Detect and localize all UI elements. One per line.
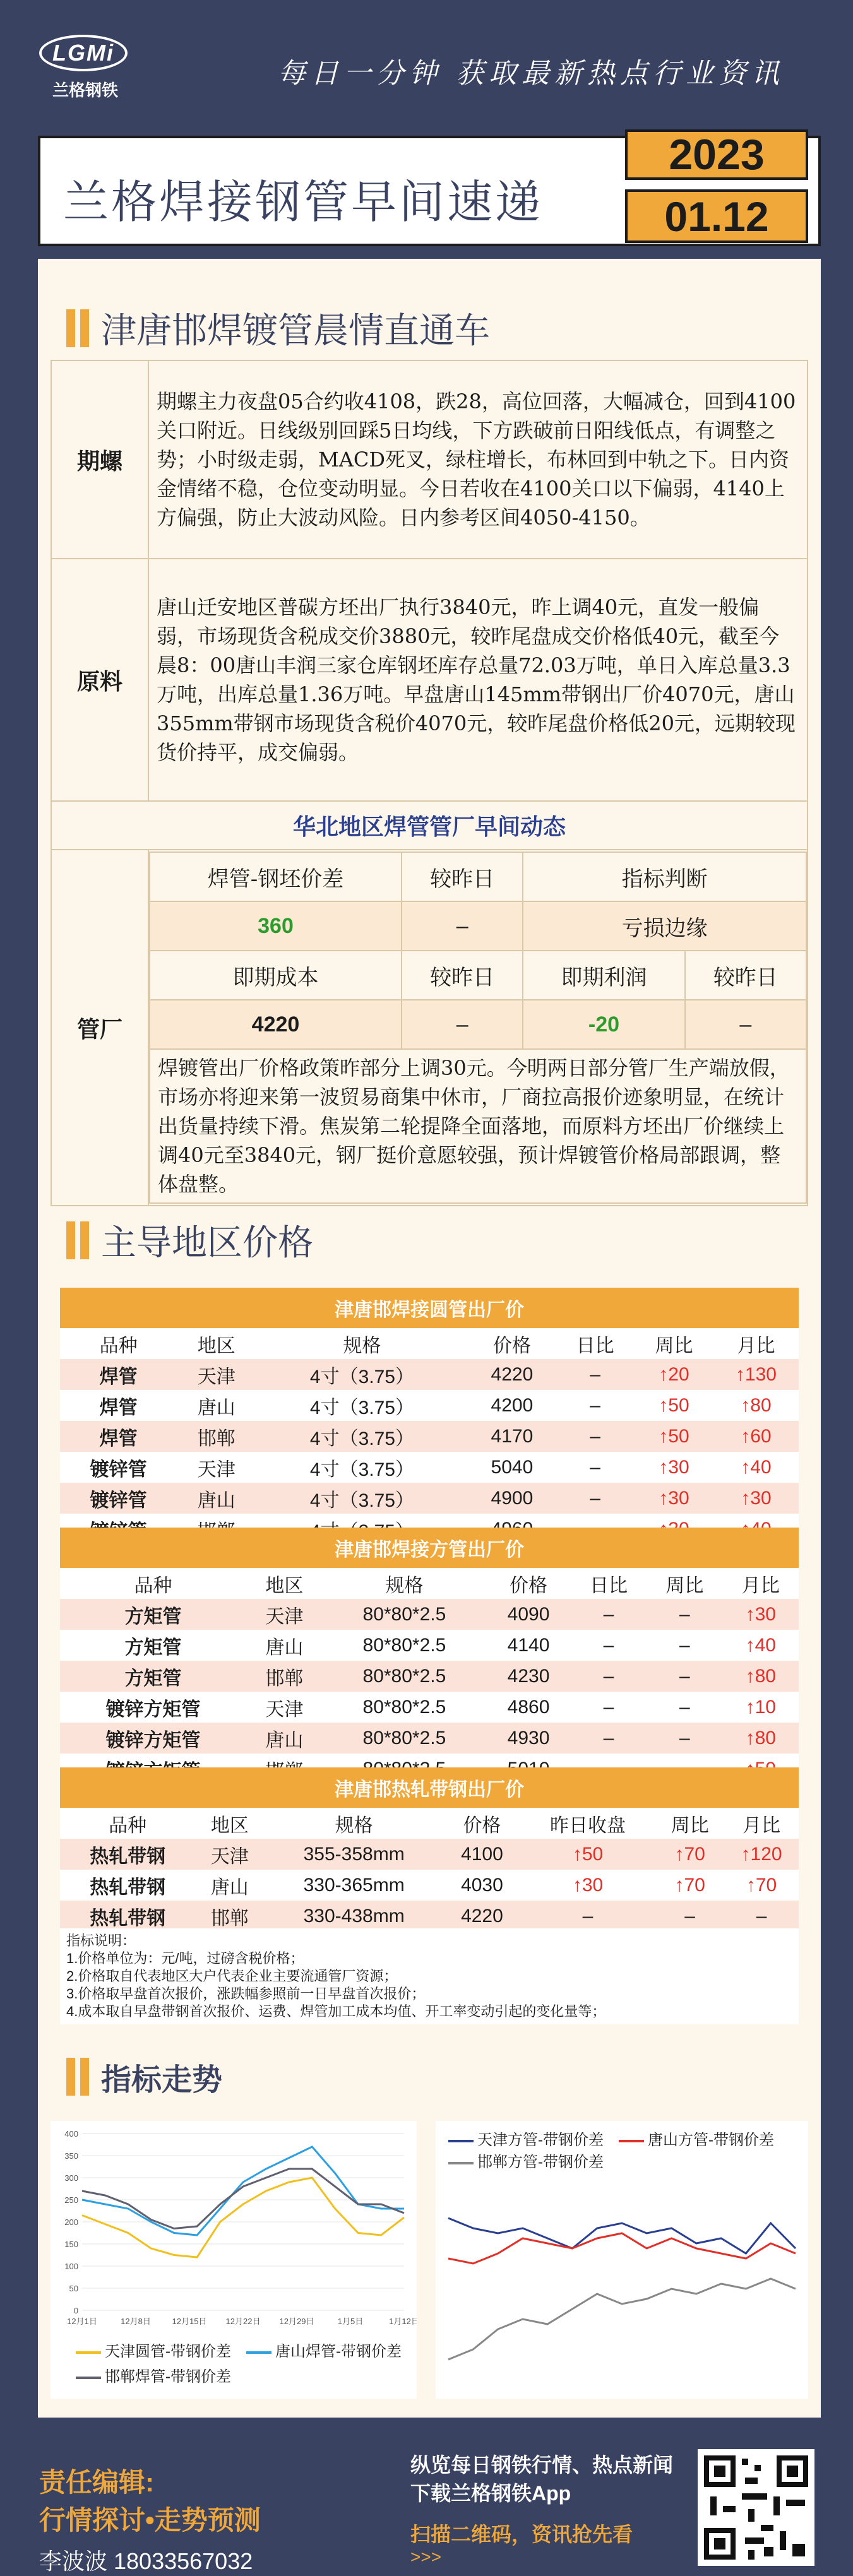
table-cell: 5040 bbox=[468, 1452, 556, 1483]
raw-text: 唐山迁安地区普碳方坯出厂执行3840元，昨上调40元，直发一般偏弱，市场现货含税成交价3880元，较昨尾盘成交价格低40元，截至今晨8：00唐山丰润三家仓库钢坯库存总量72.03万吨，单日入库总量3.3万吨，出库总量1.36万吨。早盘唐山145mm带钢出厂价4070元，唐山355mm带钢市场现货含税价4070元，较昨尾盘价格低20元，远期较现货价持平，成交偏弱。 bbox=[148, 559, 808, 801]
table-row bbox=[60, 1723, 799, 1754]
table-row bbox=[60, 1390, 799, 1421]
chart-left bbox=[51, 2121, 417, 2399]
header-slogan: 每日一分钟 获取最新热点行业资讯 bbox=[278, 57, 784, 90]
legend-swatch bbox=[246, 2351, 271, 2354]
legend-swatch bbox=[76, 2351, 101, 2354]
y-tick-label: 200 bbox=[64, 2217, 78, 2227]
table-cell: – bbox=[724, 1901, 799, 1932]
legend-label: 邯郸焊管-带钢价差 bbox=[105, 2368, 231, 2385]
mill-indicator-grid bbox=[149, 852, 807, 1204]
table-cell: 热轧带钢 bbox=[60, 1901, 195, 1932]
column-header: 月比 bbox=[723, 1568, 799, 1599]
table-cell: 唐山 bbox=[177, 1390, 256, 1421]
table-cell: 4220 bbox=[444, 1901, 520, 1932]
footer-promo-1: 纵览每日钢铁行情、热点新闻 bbox=[410, 2454, 674, 2476]
mill-text: 焊镀管出厂价格政策昨部分上调30元。今明两日部分管厂生产端放假，市场亦将迎来第一波贸易商集中休市，厂商拉高报价迹象明显，在统计出货量持续下滑。焦炭第二轮提降全面落地，而原料方坯出厂价继续上调40元至3840元，钢厂挺价意愿较强，预计焊镀管价格局部跟调，整体盘整。 bbox=[150, 1049, 806, 1203]
table-cell: 4寸（3.75） bbox=[256, 1421, 468, 1452]
legend-swatch bbox=[448, 2140, 474, 2142]
legend-label: 唐山焊管-带钢价差 bbox=[275, 2343, 402, 2360]
legend-label: 邯郸方管-带钢价差 bbox=[477, 2154, 604, 2171]
qr-code-icon[interactable] bbox=[698, 2449, 814, 2566]
table-cell: 330-438mm bbox=[264, 1901, 444, 1932]
column-header: 地区 bbox=[177, 1328, 256, 1359]
table-cell: 天津 bbox=[246, 1692, 322, 1723]
table-cell: – bbox=[556, 1452, 635, 1483]
table-cell: 唐山 bbox=[177, 1483, 256, 1514]
mill-label: 管厂 bbox=[51, 850, 148, 1206]
column-header: 地区 bbox=[246, 1568, 322, 1599]
chart-right bbox=[436, 2121, 808, 2399]
grid-h3: 指标判断 bbox=[523, 852, 806, 901]
table-cell: – bbox=[571, 1599, 647, 1630]
chart-right-legend-1 bbox=[448, 2127, 604, 2149]
grid-v2: – bbox=[402, 901, 523, 951]
grid-h6: 即期利润 bbox=[523, 951, 684, 1000]
grid-v3: 亏损边缘 bbox=[523, 901, 806, 951]
heading-bar-icon bbox=[66, 309, 75, 347]
chart-left-legend-3 bbox=[76, 2364, 231, 2386]
table-cell: ↑70 bbox=[724, 1870, 799, 1901]
mill-subtitle-row bbox=[51, 801, 808, 850]
column-header: 地区 bbox=[195, 1808, 264, 1839]
price-table-caption: 津唐邯焊接方管出厂价 bbox=[60, 1528, 799, 1568]
y-tick-label: 0 bbox=[73, 2306, 78, 2315]
table-cell: – bbox=[655, 1901, 724, 1932]
heading-bar-icon bbox=[66, 2058, 75, 2096]
table-cell: 唐山 bbox=[195, 1870, 264, 1901]
x-tick-label: 12月1日 bbox=[67, 2317, 97, 2326]
grid-h5: 较昨日 bbox=[402, 951, 523, 1000]
table-cell: 焊管 bbox=[60, 1359, 177, 1390]
table-cell: 天津 bbox=[195, 1839, 264, 1870]
x-tick-label: 12月29日 bbox=[279, 2317, 314, 2326]
table-cell: 4100 bbox=[444, 1839, 520, 1870]
table-cell: 热轧带钢 bbox=[60, 1870, 195, 1901]
editor-title: 责任编辑: bbox=[39, 2467, 154, 2497]
table-row bbox=[60, 1630, 799, 1661]
section1-table bbox=[51, 360, 808, 1206]
section2-title: 主导地区价格 bbox=[101, 1223, 313, 1262]
table-cell: – bbox=[556, 1359, 635, 1390]
y-tick-label: 350 bbox=[64, 2151, 78, 2161]
table-cell: 镀锌管 bbox=[60, 1452, 177, 1483]
table-cell: 80*80*2.5 bbox=[323, 1630, 487, 1661]
grid-v7: – bbox=[685, 1000, 806, 1049]
table-row bbox=[60, 1692, 799, 1723]
column-header: 规格 bbox=[323, 1568, 487, 1599]
x-tick-label: 12月15日 bbox=[172, 2317, 207, 2326]
table-cell: 330-365mm bbox=[264, 1870, 444, 1901]
column-header: 品种 bbox=[60, 1328, 177, 1359]
x-tick-label: 12月22日 bbox=[225, 2317, 261, 2326]
note-line: 指标说明： bbox=[66, 1933, 136, 1949]
price-table-caption: 津唐邯热轧带钢出厂价 bbox=[60, 1767, 799, 1808]
table-row bbox=[60, 1359, 799, 1390]
y-tick-label: 300 bbox=[64, 2173, 78, 2183]
futures-text: 期螺主力夜盘05合约收4108，跌28，高位回落，大幅减仓，回到4100关口附近。日线级别回踩5日均线，下方跌破前日阳线低点，有调整之势；小时级走弱，MACD死叉，绿柱增长，布林回到中轨之下。日内资金情绪不稳，仓位变动明显。今日若收在4100关口以下偏弱，4140上方偏强，防止大波动风险。日内参考区间4050-4150。 bbox=[148, 360, 808, 559]
table-cell: ↑30 bbox=[635, 1452, 713, 1483]
table-cell: 80*80*2.5 bbox=[323, 1661, 487, 1692]
table-cell: ↑120 bbox=[724, 1839, 799, 1870]
table-cell: ↑50 bbox=[520, 1839, 655, 1870]
grid-v4: 4220 bbox=[150, 1000, 402, 1049]
grid-h1: 焊管-钢坯价差 bbox=[150, 852, 402, 901]
note-line: 2.价格取自代表地区大户代表企业主要流通管厂资源； bbox=[66, 1968, 398, 1984]
notes-box bbox=[60, 1928, 799, 2024]
legend-swatch bbox=[448, 2162, 474, 2164]
table-cell: 4200 bbox=[468, 1390, 556, 1421]
table-cell: ↑50 bbox=[635, 1390, 713, 1421]
column-header: 价格 bbox=[486, 1568, 570, 1599]
x-tick-label: 1月12日 bbox=[389, 2317, 417, 2326]
column-header: 昨日收盘 bbox=[520, 1808, 655, 1839]
logo-text: LGMi bbox=[52, 40, 114, 66]
table-cell: 邯郸 bbox=[195, 1901, 264, 1932]
column-header: 周比 bbox=[635, 1328, 713, 1359]
table-cell: – bbox=[556, 1483, 635, 1514]
price-table-hot-strip bbox=[60, 1767, 799, 1932]
table-cell: – bbox=[647, 1723, 722, 1754]
column-header: 日比 bbox=[556, 1328, 635, 1359]
table-cell: ↑10 bbox=[723, 1692, 799, 1723]
chart-right-legend-2 bbox=[619, 2127, 774, 2149]
table-cell: 唐山 bbox=[246, 1630, 322, 1661]
table-row bbox=[60, 1421, 799, 1452]
table-cell: ↑80 bbox=[713, 1390, 799, 1421]
table-cell: 焊管 bbox=[60, 1421, 177, 1452]
series-line bbox=[448, 2218, 796, 2253]
grid-h7: 较昨日 bbox=[685, 951, 806, 1000]
futures-row bbox=[51, 360, 808, 559]
logo bbox=[33, 35, 128, 98]
table-cell: 80*80*2.5 bbox=[323, 1723, 487, 1754]
heading-bar-icon bbox=[80, 309, 89, 347]
table-cell: 4寸（3.75） bbox=[256, 1390, 468, 1421]
table-cell: ↑60 bbox=[713, 1421, 799, 1452]
y-tick-label: 50 bbox=[69, 2284, 78, 2293]
note-line: 3.价格取早盘首次报价，涨跌幅参照前一日早盘首次报价； bbox=[66, 1986, 426, 2002]
y-tick-label: 400 bbox=[64, 2129, 78, 2139]
table-row bbox=[60, 1483, 799, 1514]
table-cell: 镀锌方矩管 bbox=[60, 1723, 246, 1754]
table-row bbox=[60, 1599, 799, 1630]
table-cell: ↑80 bbox=[723, 1661, 799, 1692]
table-cell: ↑50 bbox=[635, 1421, 713, 1452]
footer-promo-2: 下载兰格钢铁App bbox=[410, 2482, 571, 2505]
table-cell: – bbox=[571, 1661, 647, 1692]
table-cell: ↑30 bbox=[520, 1870, 655, 1901]
table-cell: 4230 bbox=[486, 1661, 570, 1692]
table-row bbox=[60, 1839, 799, 1870]
table-cell: ↑130 bbox=[713, 1359, 799, 1390]
mill-subtitle: 华北地区焊管管厂早间动态 bbox=[51, 801, 808, 850]
table-cell: 4寸（3.75） bbox=[256, 1452, 468, 1483]
price-table-square-pipe bbox=[60, 1528, 799, 1784]
series-line bbox=[82, 2178, 404, 2257]
editor-slogan: 行情探讨•走势预测 bbox=[39, 2505, 261, 2535]
note-line: 4.成本取自早盘带钢首次报价、运费、焊管加工成本均值、开工率变动引起的变化量等； bbox=[66, 2003, 606, 2019]
table-cell: 邯郸 bbox=[177, 1421, 256, 1452]
table-cell: – bbox=[571, 1723, 647, 1754]
column-header: 品种 bbox=[60, 1808, 195, 1839]
chart-right-svg bbox=[436, 2171, 808, 2399]
table-cell: – bbox=[571, 1630, 647, 1661]
table-cell: – bbox=[647, 1630, 722, 1661]
legend-label: 天津圆管-带钢价差 bbox=[105, 2343, 231, 2360]
futures-label: 期螺 bbox=[51, 360, 148, 559]
chart-left-legend-2 bbox=[246, 2339, 402, 2361]
table-cell: – bbox=[520, 1901, 655, 1932]
logo-name: 兰格钢铁 bbox=[52, 81, 118, 100]
table-cell: 4030 bbox=[444, 1870, 520, 1901]
table-cell: 邯郸 bbox=[246, 1661, 322, 1692]
table-cell: 天津 bbox=[177, 1452, 256, 1483]
column-header: 周比 bbox=[655, 1808, 724, 1839]
table-cell: 热轧带钢 bbox=[60, 1839, 195, 1870]
column-header: 品种 bbox=[60, 1568, 246, 1599]
main-panel bbox=[38, 259, 821, 2418]
table-cell: 方矩管 bbox=[60, 1630, 246, 1661]
raw-row bbox=[51, 559, 808, 801]
mill-content bbox=[148, 850, 808, 1206]
table-cell: ↑70 bbox=[655, 1870, 724, 1901]
table-cell: 80*80*2.5 bbox=[323, 1692, 487, 1723]
table-row bbox=[60, 1901, 799, 1932]
table-cell: 镀锌管 bbox=[60, 1483, 177, 1514]
table-cell: 天津 bbox=[246, 1599, 322, 1630]
series-line bbox=[448, 2233, 796, 2264]
heading-bar-icon bbox=[80, 1221, 89, 1259]
table-cell: 4170 bbox=[468, 1421, 556, 1452]
table-cell: ↑40 bbox=[723, 1630, 799, 1661]
column-header: 月比 bbox=[724, 1808, 799, 1839]
chart-right-legend-3 bbox=[448, 2149, 604, 2171]
editor-contact: 李波波 18033567032 bbox=[39, 2548, 253, 2574]
chart-left-svg bbox=[51, 2121, 417, 2336]
column-header: 日比 bbox=[571, 1568, 647, 1599]
date-month-day: 01.12 bbox=[625, 189, 808, 243]
footer-promo-3: 扫描二维码，资讯抢先看 bbox=[410, 2523, 633, 2546]
heading-bar-icon bbox=[80, 2058, 89, 2096]
table-cell: 4寸（3.75） bbox=[256, 1359, 468, 1390]
grid-v1: 360 bbox=[150, 901, 402, 951]
table-cell: ↑40 bbox=[713, 1452, 799, 1483]
table-cell: 4090 bbox=[486, 1599, 570, 1630]
qr-code-graphic bbox=[698, 2449, 814, 2566]
table-row bbox=[60, 1452, 799, 1483]
table-cell: – bbox=[647, 1661, 722, 1692]
price-table-caption: 津唐邯焊接圆管出厂价 bbox=[60, 1288, 799, 1328]
table-cell: – bbox=[647, 1692, 722, 1723]
table-cell: 4900 bbox=[468, 1483, 556, 1514]
grid-h2: 较昨日 bbox=[402, 852, 523, 901]
column-header: 规格 bbox=[264, 1808, 444, 1839]
chart-left-legend-1 bbox=[76, 2339, 231, 2361]
table-cell: ↑30 bbox=[713, 1483, 799, 1514]
price-table-round-pipe bbox=[60, 1288, 799, 1545]
column-header: 周比 bbox=[647, 1568, 722, 1599]
table-cell: 4140 bbox=[486, 1630, 570, 1661]
column-header: 规格 bbox=[256, 1328, 468, 1359]
section1-title: 津唐邯焊镀管晨情直通车 bbox=[101, 311, 490, 350]
table-cell: ↑80 bbox=[723, 1723, 799, 1754]
column-header: 价格 bbox=[468, 1328, 556, 1359]
table-cell: – bbox=[571, 1692, 647, 1723]
table-cell: ↑20 bbox=[635, 1359, 713, 1390]
raw-label: 原料 bbox=[51, 559, 148, 801]
table-cell: – bbox=[647, 1599, 722, 1630]
y-tick-label: 150 bbox=[64, 2240, 78, 2249]
page-title: 兰格焊接钢管早间速递 bbox=[63, 177, 544, 228]
y-tick-label: 100 bbox=[64, 2262, 78, 2271]
column-header: 价格 bbox=[444, 1808, 520, 1839]
table-cell: 80*80*2.5 bbox=[323, 1599, 487, 1630]
grid-v6: -20 bbox=[523, 1000, 684, 1049]
footer-arrows: >>> bbox=[410, 2547, 442, 2567]
table-cell: ↑30 bbox=[723, 1599, 799, 1630]
heading-bar-icon bbox=[66, 1221, 75, 1259]
table-cell: 唐山 bbox=[246, 1723, 322, 1754]
x-tick-label: 12月8日 bbox=[121, 2317, 151, 2326]
note-line: 1.价格单位为：元/吨，过磅含税价格； bbox=[66, 1950, 304, 1966]
column-header: 月比 bbox=[713, 1328, 799, 1359]
table-cell: 355-358mm bbox=[264, 1839, 444, 1870]
legend-label: 唐山方管-带钢价差 bbox=[648, 2132, 774, 2149]
mill-row bbox=[51, 850, 808, 1206]
section3-title: 指标走势 bbox=[101, 2063, 223, 2097]
table-cell: 4寸（3.75） bbox=[256, 1483, 468, 1514]
grid-h4: 即期成本 bbox=[150, 951, 402, 1000]
date-box bbox=[625, 129, 808, 249]
table-cell: 方矩管 bbox=[60, 1599, 246, 1630]
table-row bbox=[60, 1661, 799, 1692]
table-cell: – bbox=[556, 1390, 635, 1421]
y-tick-label: 250 bbox=[64, 2195, 78, 2205]
table-cell: 4220 bbox=[468, 1359, 556, 1390]
table-cell: 镀锌方矩管 bbox=[60, 1692, 246, 1723]
table-cell: 天津 bbox=[177, 1359, 256, 1390]
table-row bbox=[60, 1870, 799, 1901]
grid-v5: – bbox=[402, 1000, 523, 1049]
legend-swatch bbox=[619, 2140, 644, 2142]
x-tick-label: 1月5日 bbox=[337, 2317, 364, 2326]
legend-label: 天津方管-带钢价差 bbox=[477, 2132, 604, 2149]
table-cell: 4930 bbox=[486, 1723, 570, 1754]
table-cell: 方矩管 bbox=[60, 1661, 246, 1692]
table-cell: ↑30 bbox=[635, 1483, 713, 1514]
legend-swatch bbox=[76, 2377, 101, 2379]
table-cell: 焊管 bbox=[60, 1390, 177, 1421]
table-cell: ↑70 bbox=[655, 1839, 724, 1870]
date-year: 2023 bbox=[625, 129, 808, 180]
series-line bbox=[448, 2279, 796, 2359]
table-cell: 4860 bbox=[486, 1692, 570, 1723]
table-cell: – bbox=[556, 1421, 635, 1452]
